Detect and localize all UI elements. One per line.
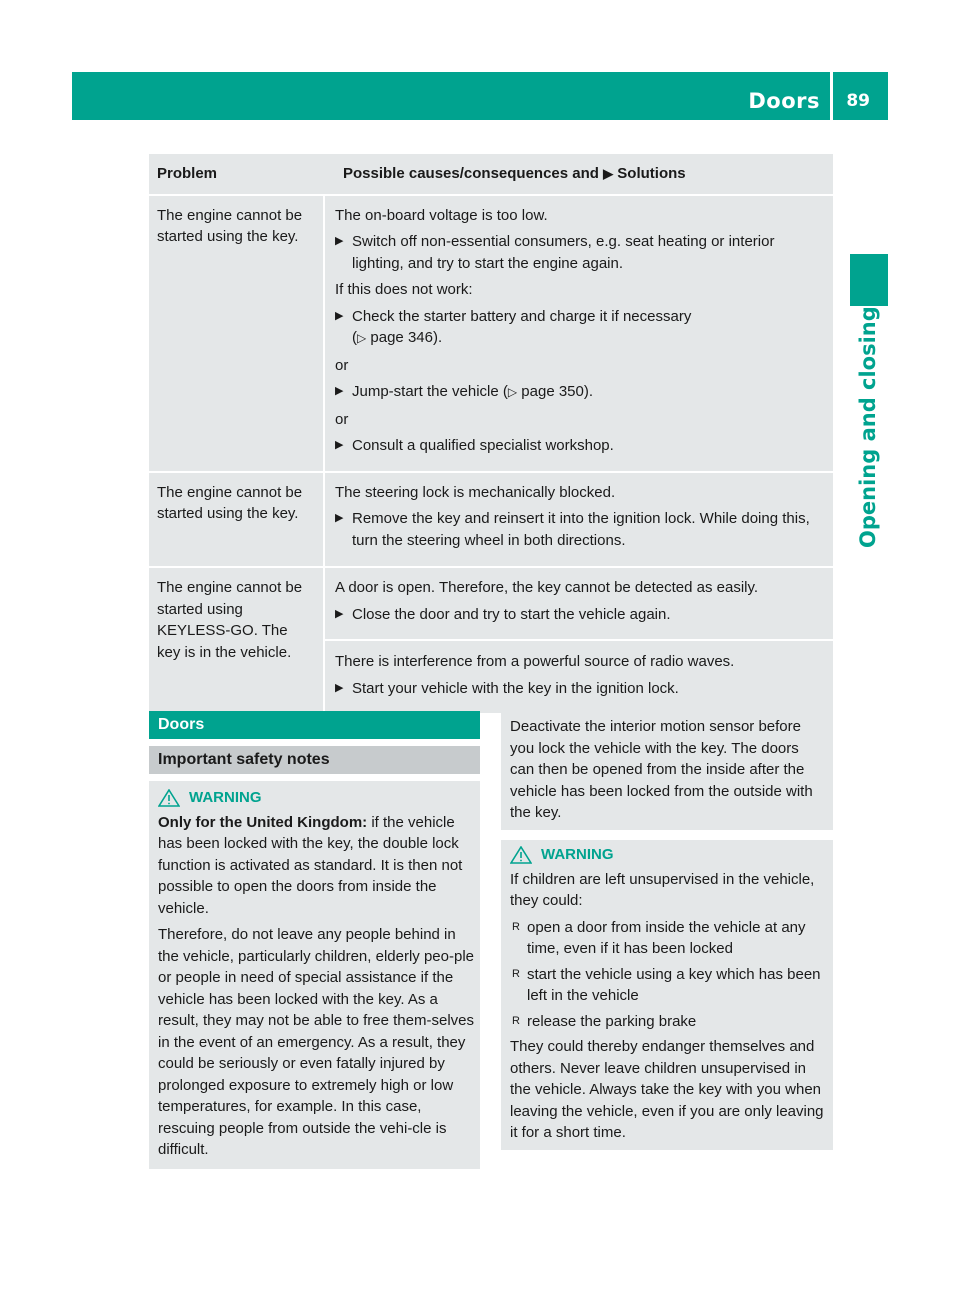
list-item: [510, 964, 827, 1007]
table-row: [149, 196, 833, 473]
step-text: Close the door and try to start the vehicle again.: [352, 605, 671, 623]
solution-cell: [325, 473, 833, 567]
step2-ref: page 346).: [366, 329, 443, 346]
solution-cell: [325, 568, 833, 641]
list-item-text: release the parking brake: [527, 1012, 697, 1030]
cause-text: A door is open. Therefore, the key cannot be detected as easily.: [335, 579, 759, 596]
step-text: [352, 381, 593, 404]
solution-step: [335, 306, 827, 350]
step-text: [352, 306, 691, 350]
step3-ref: page 350).: [517, 383, 594, 400]
warning-triangle-icon: [510, 846, 532, 864]
side-tab-marker: [850, 254, 888, 306]
step-arrow-icon: ▶: [335, 512, 344, 524]
or-text: or: [335, 356, 349, 374]
table-row: [149, 568, 833, 713]
subsection-title: Important safety notes: [149, 746, 480, 774]
list-item-text: open a door from inside the vehicle at any time, even if it has been locked: [527, 918, 806, 957]
solution-arrow-icon: ▶: [603, 166, 614, 181]
table-header-row: [149, 154, 833, 196]
solution-cell: [325, 196, 833, 471]
warning-label: WARNING: [541, 846, 614, 863]
warning-label: WARNING: [189, 789, 262, 806]
step2-text: Check the starter battery and charge it if necessary: [352, 307, 692, 325]
list-item: [510, 1011, 827, 1033]
list-item: [510, 917, 827, 960]
cause-text: The on-board voltage is too low.: [335, 206, 548, 224]
step2-ref-open: (: [352, 329, 357, 346]
warning-lead-rest: if the vehicle has been locked with the key, the double lock function is activated as standard. It is then not possible to open the doors from inside the vehicle.: [158, 813, 463, 917]
step-arrow-icon: ▶: [335, 681, 344, 694]
page-ref-icon: ▷: [357, 331, 367, 345]
step-arrow-icon: ▶: [335, 439, 344, 451]
page-header: [72, 72, 888, 120]
step-text: Start your vehicle with the key in the ignition lock.: [352, 679, 679, 697]
section-title: Doors: [149, 711, 480, 739]
step-text: Consult a qualified specialist workshop.: [352, 437, 614, 454]
note-box: [501, 711, 833, 830]
solution-step: [335, 678, 827, 700]
header-solutions-post: Solutions: [613, 165, 686, 182]
cause-text: The steering lock is mechanically blocked.: [335, 483, 616, 501]
solution-step: [335, 508, 827, 551]
side-tab-label: Opening and closing: [856, 306, 880, 548]
step3-pre: Jump-start the vehicle (: [352, 383, 508, 400]
cause-text: There is interference from a powerful source of radio waves.: [335, 653, 735, 670]
table-row: [149, 473, 833, 569]
warning-bold-lead: Only for the United Kingdom:: [158, 813, 368, 831]
header-solutions-pre: Possible causes/consequences and: [343, 165, 604, 182]
warning-closing: They could thereby endanger themselves and others. Never leave children unsupervised in the vehicle. Always take the key with you when leaving the vehicle, even if you are only leaving it for a short time.: [510, 1038, 824, 1141]
step-text: Switch off non-essential consumers, e.g. seat heating or interior lighting, and try to start the engine again.: [352, 233, 775, 272]
solution-step: [335, 604, 827, 626]
problem-cell: The engine cannot be started using the key.: [149, 473, 325, 567]
header-divider: [830, 72, 833, 120]
warning-intro: If children are left unsupervised in the vehicle, they could:: [510, 870, 815, 909]
bullet-icon: R: [512, 967, 520, 980]
warning-box: [501, 840, 833, 1150]
if-not-text: If this does not work:: [335, 281, 473, 298]
header-title: Doors: [748, 89, 820, 113]
warning-triangle-icon: [158, 789, 180, 807]
solution-step: [335, 435, 827, 457]
solution-cell: [325, 641, 833, 713]
problem-cell: The engine cannot be started using KEYLESS-GO. The key is in the vehicle.: [149, 568, 325, 713]
problem-table: [149, 154, 833, 713]
step-text: Remove the key and reinsert it into the ignition lock. While doing this, turn the steering wheel in both directions.: [352, 510, 810, 549]
or-text: or: [335, 410, 349, 428]
warning-heading: [158, 787, 474, 809]
bullet-icon: R: [512, 1014, 520, 1027]
page-number: 89: [846, 91, 870, 111]
problem-cell: The engine cannot be started using the key.: [149, 196, 325, 471]
list-item-text: start the vehicle using a key which has been left in the vehicle: [527, 965, 821, 1004]
solution-step: [335, 231, 827, 274]
bullet-icon: R: [512, 920, 520, 933]
table-header-problem: Problem: [157, 163, 325, 185]
page-ref-icon: ▷: [507, 385, 518, 399]
step-arrow-icon: ▶: [335, 607, 344, 620]
warning-paragraph: Therefore, do not leave any people behind in the vehicle, particularly children, elderly peo-ple or people in need of special assistance if the vehicle has been locked with the key. As a result, they may not be able to free them-selves in the event of an emergency. As a result, they could be seriously or even fatally injured by prolonged exposure to extremely high or low temperatures, for example. In this case, rescuing people from outside the vehi-cle is difficult.: [158, 926, 474, 1158]
warning-box: [149, 781, 480, 1169]
note-text: Deactivate the interior motion sensor before you lock the vehicle with the key. The doors can then be opened from the inside after the vehicle has been locked from the outside with the key.: [510, 718, 813, 821]
warning-heading: [510, 844, 827, 866]
warning-paragraph: [158, 812, 474, 920]
step-arrow-icon: ▶: [335, 385, 344, 397]
step-arrow-icon: ▶: [335, 235, 344, 247]
solution-step: [335, 381, 827, 404]
step-arrow-icon: ▶: [335, 309, 344, 322]
table-header-solutions: [325, 163, 825, 185]
